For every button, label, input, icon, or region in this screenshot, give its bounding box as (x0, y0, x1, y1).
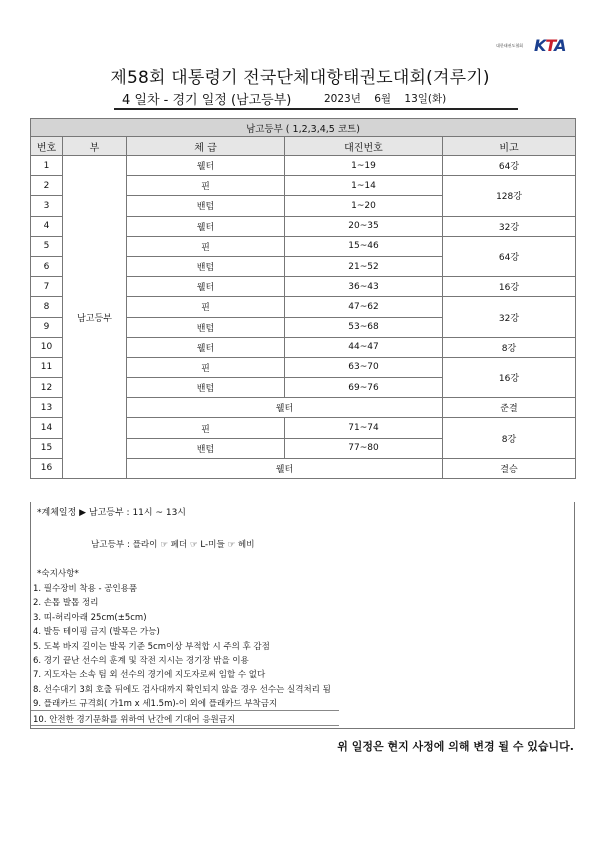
rule-text: 3. 띠-허리아래 25cm(±5cm) (33, 612, 147, 623)
col-header-weight: 체 급 (127, 137, 285, 156)
rule-text: 2. 손톱 발톱 정리 (33, 598, 99, 609)
cell-number: 12 (31, 378, 63, 398)
rule-text: 1. 필수장비 착용 - 공인용품 (33, 584, 138, 594)
notes-box (30, 502, 575, 729)
cell-number: 7 (31, 277, 63, 297)
cell-number: 10 (31, 337, 63, 357)
rule-item (31, 652, 574, 666)
rule-item (31, 666, 574, 680)
cell-division: 남고등부 (63, 156, 127, 479)
logo-mark: KTA (534, 36, 566, 55)
cell-note: 8강 (443, 337, 576, 357)
col-header-note: 비고 (443, 137, 576, 156)
cell-bracket: 20~35 (285, 216, 443, 236)
cell-weight: 웰터 (127, 156, 285, 176)
cell-bracket: 21~52 (285, 256, 443, 276)
cell-weight: 밴텀 (127, 196, 285, 216)
cell-bracket: 1~19 (285, 156, 443, 176)
cell-note: 64강 (443, 236, 576, 276)
cell-weight: 핀 (127, 176, 285, 196)
rule-item (31, 580, 574, 594)
logo-org-name: 대한태권도협회 (496, 43, 524, 48)
cell-bracket: 71~74 (285, 418, 443, 438)
cell-number: 1 (31, 156, 63, 176)
cell-weight: 핀 (127, 236, 285, 256)
col-header-division: 부 (63, 137, 127, 156)
rules-list (31, 580, 574, 726)
change-disclaimer: 위 일정은 현지 사정에 의해 변경 될 수 있습니다. (337, 740, 574, 753)
cell-note: 8강 (443, 418, 576, 458)
cell-number: 16 (31, 458, 63, 478)
cell-note: 16강 (443, 277, 576, 297)
rule-item (31, 623, 574, 637)
col-header-number: 번호 (31, 137, 63, 156)
schedule-table (30, 118, 576, 479)
weigh-in-schedule: *계체일정 ▶ 남고등부 : 11시 ~ 13시 (37, 508, 187, 518)
cell-weight: 웰터 (127, 337, 285, 357)
cell-weight: 밴텀 (127, 438, 285, 458)
cell-weight: 웰터 (127, 216, 285, 236)
rule-text: 8. 선수대기 3회 호출 뒤에도 검사대까지 확인되지 않을 경우 선수는 실격처리 됨 (33, 684, 331, 695)
rule-text: 5. 도복 바지 길이는 발목 기준 5cm이상 부적합 시 주의 후 감점 (33, 641, 270, 652)
cell-note: 64강 (443, 156, 576, 176)
cell-bracket: 63~70 (285, 357, 443, 377)
cell-weight: 밴텀 (127, 378, 285, 398)
cell-note: 32강 (443, 216, 576, 236)
rule-text: 7. 지도자는 소속 팀 외 선수의 경기에 지도자로써 임할 수 없다 (33, 670, 266, 681)
rule-item (31, 594, 574, 608)
cell-bracket: 77~80 (285, 438, 443, 458)
rule-text: 10. 안전한 경기문화를 위하여 난간에 기대어 응원금지 (33, 714, 236, 725)
cell-bracket: 47~62 (285, 297, 443, 317)
cell-bracket: 15~46 (285, 236, 443, 256)
cell-note: 32강 (443, 297, 576, 337)
subtitle-bar (114, 88, 518, 110)
rule-item (31, 710, 339, 726)
page-subtitle: 4 일차 - 경기 일정 (남고등부) (122, 93, 292, 108)
cell-number: 2 (31, 176, 63, 196)
cell-weight: 핀 (127, 357, 285, 377)
cell-bracket: 53~68 (285, 317, 443, 337)
cell-note: 준결 (443, 398, 576, 418)
rule-text: 6. 경기 끝난 선수의 훈계 및 작전 지시는 경기장 밖을 이용 (33, 655, 249, 666)
cell-number: 6 (31, 256, 63, 276)
cell-weight: 밴텀 (127, 256, 285, 276)
cell-number: 3 (31, 196, 63, 216)
cell-note: 128강 (443, 176, 576, 216)
cell-number: 8 (31, 297, 63, 317)
notes-heading: *숙지사항* (37, 569, 79, 579)
page-title: 제58회 대통령기 전국단체대항태권도대회(겨루기) (110, 68, 490, 88)
cell-note: 16강 (443, 357, 576, 397)
cell-number: 5 (31, 236, 63, 256)
cell-weight: 웰터 (127, 277, 285, 297)
weight-order: 남고등부 : 플라이 ☞ 페더 ☞ L-미들 ☞ 헤비 (91, 540, 255, 550)
cell-bracket: 1~20 (285, 196, 443, 216)
cell-number: 15 (31, 438, 63, 458)
cell-number: 4 (31, 216, 63, 236)
rule-text: 4. 발등 테이핑 금지 (발목은 가능) (33, 627, 160, 638)
cell-weight: 웰터 (127, 398, 443, 418)
cell-weight: 핀 (127, 418, 285, 438)
table-caption: 남고등부 ( 1,2,3,4,5 코트) (31, 119, 576, 137)
cell-bracket: 1~14 (285, 176, 443, 196)
cell-note: 결승 (443, 458, 576, 478)
kta-logo (496, 34, 576, 54)
date-month: 6월 (374, 93, 392, 105)
date-day: 13일(화) (404, 93, 447, 105)
cell-bracket: 44~47 (285, 337, 443, 357)
rule-item (31, 681, 574, 695)
rule-item (31, 609, 574, 623)
rule-text: 9. 플래카드 규격회( 가1m x 세1.5m)-이 외에 플래카드 부착금지 (33, 699, 278, 710)
schedule-panel (30, 118, 575, 502)
col-header-bracket: 대진번호 (285, 137, 443, 156)
cell-bracket: 69~76 (285, 378, 443, 398)
rule-item (31, 695, 574, 709)
date-year: 2023년 (324, 93, 361, 105)
cell-number: 14 (31, 418, 63, 438)
cell-number: 11 (31, 357, 63, 377)
rule-item (31, 638, 574, 652)
cell-bracket: 36~43 (285, 277, 443, 297)
table-row (31, 156, 576, 176)
cell-weight: 웰터 (127, 458, 443, 478)
cell-weight: 핀 (127, 297, 285, 317)
cell-number: 13 (31, 398, 63, 418)
schedule-date (324, 91, 446, 106)
cell-number: 9 (31, 317, 63, 337)
cell-weight: 밴텀 (127, 317, 285, 337)
